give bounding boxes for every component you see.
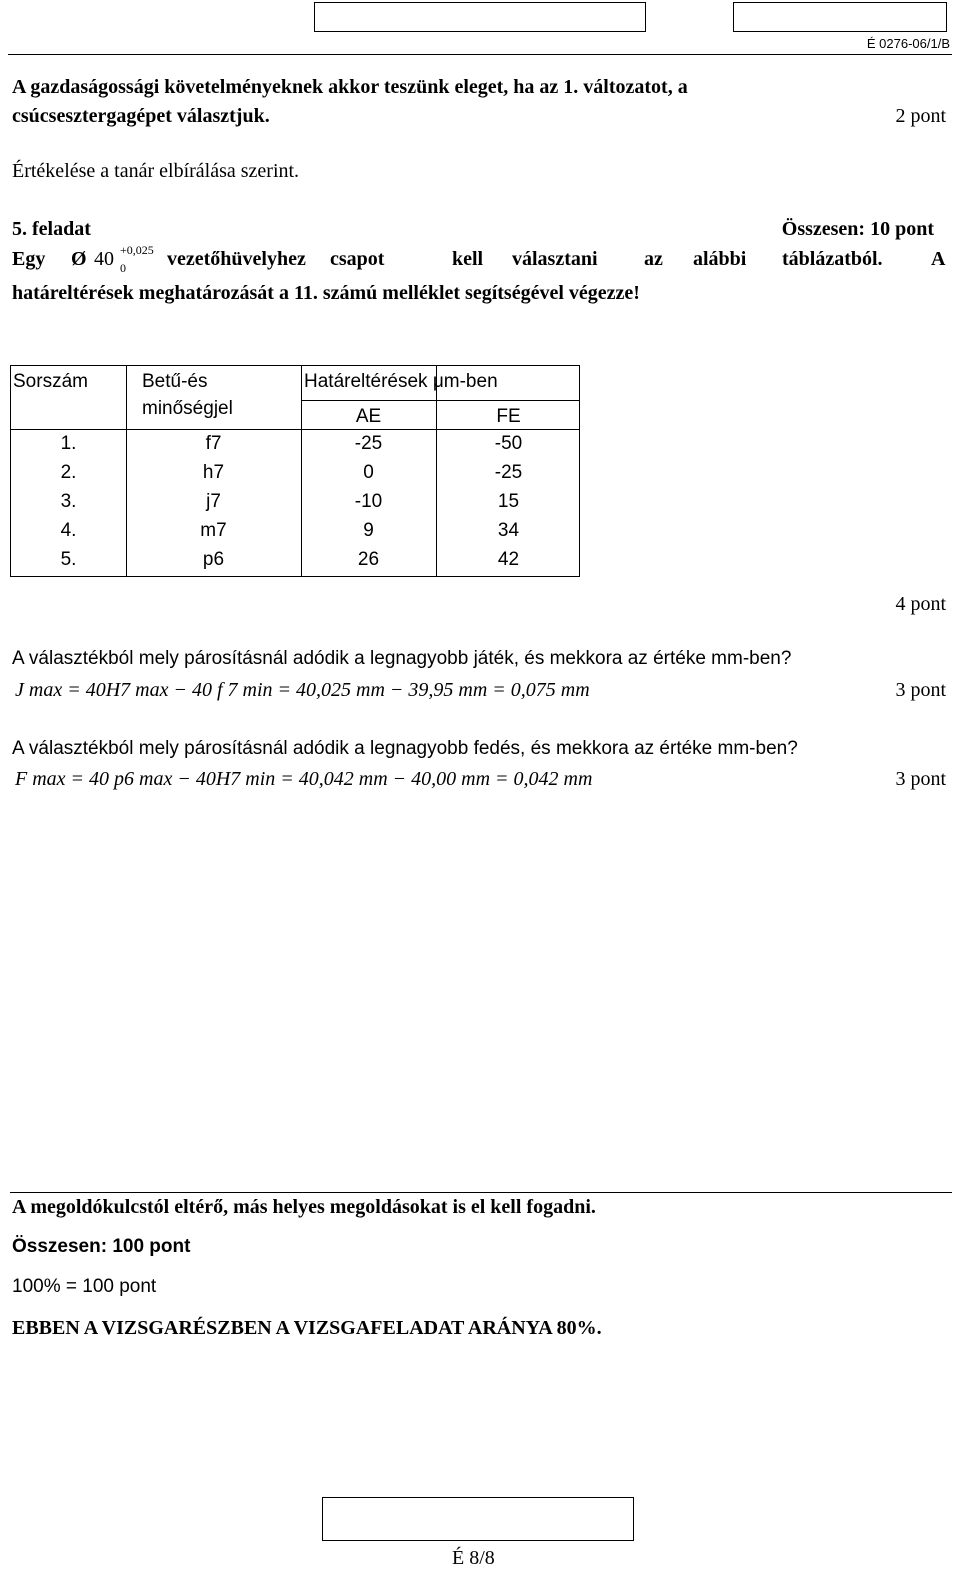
intro-evaluation: Értékelése a tanár elbírálása szerint. [12, 160, 300, 182]
footer-total: Összesen: 100 pont [12, 1236, 191, 1257]
lower-deviation: 0 [120, 261, 126, 275]
footer-rule [10, 1192, 952, 1193]
q2-points: 3 pont [895, 768, 946, 790]
word-egy: Egy [12, 248, 46, 270]
question-2: A választékból mely párosításnál adódik a legnagyobb fedés, és mekkora az értéke mm-ben? [12, 738, 798, 759]
page-number-box [322, 1497, 634, 1541]
intro-line-1: A gazdaságossági követelményeknek akkor teszünk eleget, ha az 1. változatot, a [12, 76, 688, 98]
row-ae: 26 [357, 549, 380, 570]
row-code: h7 [202, 462, 225, 483]
footer-ratio: EBBEN A VIZSGARÉSZBEN A VIZSGAFELADAT ARÁNYA 80%. [12, 1317, 602, 1339]
header-box-right [733, 2, 947, 32]
word-valasztani: választani [512, 248, 598, 270]
intro-points: 2 pont [895, 105, 946, 127]
row-ae: -25 [354, 433, 383, 454]
word-alabbi: alábbi [693, 248, 747, 270]
row-code: f7 [205, 433, 222, 454]
header-box-left [314, 2, 646, 32]
word-csapot: csapot [330, 248, 385, 270]
footer-percent: 100% = 100 pont [12, 1276, 157, 1297]
row-num: 2. [60, 462, 77, 483]
header-rule [8, 54, 952, 55]
diameter-symbol: Ø [71, 248, 87, 270]
row-fe: -50 [494, 433, 523, 454]
row-ae: 9 [363, 520, 374, 541]
header-betu-line2: minőségjel [142, 398, 233, 419]
row-fe: 34 [497, 520, 520, 541]
word-tablazatbol: táblázatból. [782, 248, 883, 270]
intro-line-2: csúcsesztergagépet választjuk. [12, 105, 270, 127]
upper-deviation: +0,025 [120, 243, 154, 257]
row-fe: 42 [497, 549, 520, 570]
task-total: Összesen: 10 pont [781, 218, 934, 240]
header-ae: AE [355, 406, 382, 427]
row-ae: -10 [354, 491, 383, 512]
header-fe: FE [496, 406, 521, 427]
q1-points: 3 pont [895, 679, 946, 701]
row-num: 3. [60, 491, 77, 512]
formula-1: J max = 40H7 max − 40 f 7 min = 40,025 mm − 39,95 mm = 0,075 mm [15, 679, 590, 701]
row-num: 1. [60, 433, 77, 454]
question-1: A választékból mely párosításnál adódik a legnagyobb játék, és mekkora az értéke mm-ben? [12, 648, 792, 669]
word-vezetohuvelyhez: vezetőhüvelyhez [167, 248, 306, 270]
doc-code: É 0276-06/1/B [866, 36, 950, 51]
row-fe: 15 [497, 491, 520, 512]
task-line-2: határeltérések meghatározását a 11. számú melléklet segítségével végezze! [12, 282, 640, 304]
header-group: Határeltérések μm-ben [304, 371, 498, 392]
header-sorszam: Sorszám [13, 371, 88, 392]
page-number: É 8/8 [452, 1547, 495, 1569]
task-title: 5. feladat [12, 218, 91, 240]
tolerance-table [10, 365, 580, 577]
nominal-size: 40 [94, 248, 114, 270]
word-az: az [644, 248, 663, 270]
word-kell: kell [452, 248, 484, 270]
task-line-1 [12, 243, 948, 278]
row-code: m7 [200, 520, 227, 541]
formula-2: F max = 40 p6 max − 40H7 min = 40,042 mm − 40,00 mm = 0,042 mm [15, 768, 593, 790]
footer-note: A megoldókulcstól eltérő, más helyes megoldásokat is el kell fogadni. [12, 1196, 596, 1218]
header-betu-line1: Betű-és [142, 371, 208, 392]
word-a: A [931, 248, 946, 270]
row-ae: 0 [363, 462, 374, 483]
table-points: 4 pont [895, 593, 946, 615]
row-code: j7 [206, 491, 221, 512]
row-num: 5. [60, 549, 77, 570]
row-fe: -25 [494, 462, 523, 483]
row-code: p6 [202, 549, 225, 570]
row-num: 4. [60, 520, 77, 541]
